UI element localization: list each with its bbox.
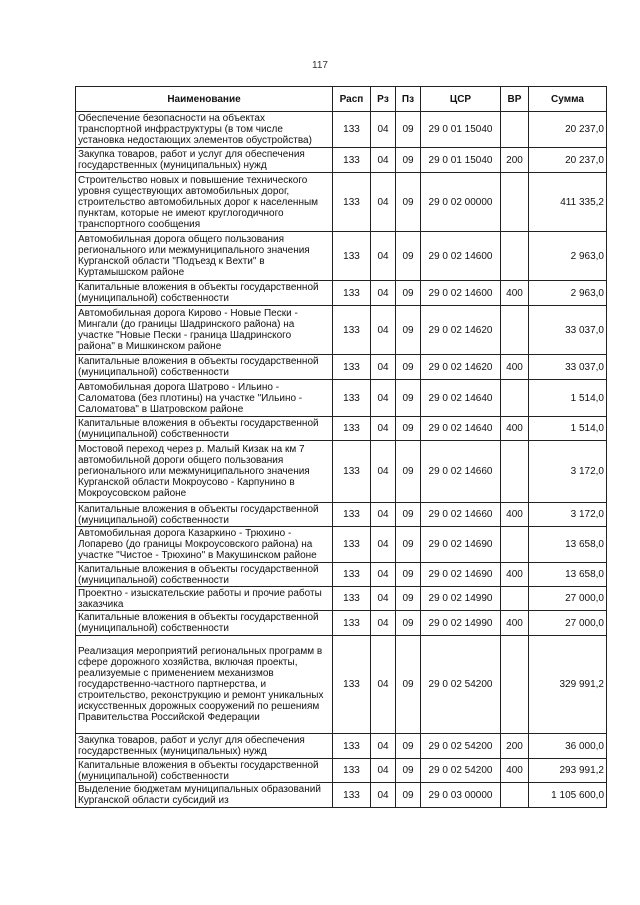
row-vr — [501, 232, 529, 281]
table-row — [76, 355, 607, 380]
row-rasp: 133 — [333, 636, 371, 734]
table-row — [76, 759, 607, 783]
row-vr: 400 — [501, 611, 529, 636]
row-rasp: 133 — [333, 306, 371, 355]
row-csr: 29 0 02 14600 — [421, 232, 501, 281]
row-rz: 04 — [371, 563, 396, 587]
row-name: Капитальные вложения в объекты государственной (муниципальной) собственности — [76, 503, 333, 527]
row-sum: 33 037,0 — [529, 355, 607, 380]
row-vr — [501, 380, 529, 417]
row-pz: 09 — [396, 734, 421, 759]
row-csr: 29 0 01 15040 — [421, 148, 501, 173]
row-sum: 2 963,0 — [529, 232, 607, 281]
row-name: Мостовой переход через р. Малый Кизак на км 7 автомобильной дороги общего пользования регионального или межмуниципального значения Курганской области Мокроусово - Карпунино в Мокроусовском районе — [76, 441, 333, 503]
row-sum: 3 172,0 — [529, 441, 607, 503]
row-rz: 04 — [371, 734, 396, 759]
row-sum: 1 105 600,0 — [529, 783, 607, 808]
row-vr: 200 — [501, 148, 529, 173]
table-row — [76, 734, 607, 759]
row-vr — [501, 527, 529, 563]
row-rz: 04 — [371, 587, 396, 611]
row-csr: 29 0 02 14660 — [421, 503, 501, 527]
table-header-row — [76, 87, 607, 112]
row-sum: 20 237,0 — [529, 112, 607, 148]
row-vr — [501, 306, 529, 355]
row-name: Строительство новых и повышение технического уровня существующих автомобильных дорог, строительство автомобильных дорог к населенным пунктам, которые не имеют круглогодичного транспортного сообщения — [76, 173, 333, 232]
row-rz: 04 — [371, 232, 396, 281]
header-rz: Рз — [371, 87, 396, 112]
table-row — [76, 563, 607, 587]
table-row — [76, 611, 607, 636]
row-rasp: 133 — [333, 759, 371, 783]
row-rasp: 133 — [333, 112, 371, 148]
row-csr: 29 0 02 00000 — [421, 173, 501, 232]
row-name: Реализация мероприятий региональных программ в сфере дорожного хозяйства, включая проекты, реализуемые с применением механизмов государственно-частного партнерства, и строительство, реконструкцию и ремонт уникальных искусственных дорожных сооружений по решениям Правительства Российской Федерации — [76, 636, 333, 734]
table-row — [76, 441, 607, 503]
row-rasp: 133 — [333, 232, 371, 281]
row-rz: 04 — [371, 148, 396, 173]
row-vr — [501, 587, 529, 611]
row-vr: 200 — [501, 734, 529, 759]
page-number: 117 — [312, 60, 328, 71]
row-rasp: 133 — [333, 527, 371, 563]
header-rasp: Расп — [333, 87, 371, 112]
row-pz: 09 — [396, 783, 421, 808]
row-pz: 09 — [396, 503, 421, 527]
row-csr: 29 0 02 14660 — [421, 441, 501, 503]
row-rz: 04 — [371, 112, 396, 148]
row-vr — [501, 173, 529, 232]
header-sum: Сумма — [529, 87, 607, 112]
row-name: Автомобильная дорога Кирово - Новые Пески - Мингали (до границы Шадринского района) на участке "Новые Пески - граница Шадринского района" в Мишкинском районе — [76, 306, 333, 355]
row-pz: 09 — [396, 112, 421, 148]
row-name: Автомобильная дорога Казаркино - Трюхино - Лопарево (до границы Мокроусовского района) на участке "Чистое - Трюхино" в Макушинском районе — [76, 527, 333, 563]
row-rz: 04 — [371, 173, 396, 232]
table-row — [76, 380, 607, 417]
row-rasp: 133 — [333, 563, 371, 587]
header-name: Наименование — [76, 87, 333, 112]
row-vr: 400 — [501, 417, 529, 441]
table-row — [76, 587, 607, 611]
row-pz: 09 — [396, 281, 421, 306]
row-name: Проектно - изыскательские работы и прочие работы заказчика — [76, 587, 333, 611]
row-rasp: 133 — [333, 173, 371, 232]
row-vr — [501, 441, 529, 503]
row-name: Обеспечение безопасности на объектах транспортной инфраструктуры (в том числе установка недостающих элементов обустройства) — [76, 112, 333, 148]
row-vr: 400 — [501, 503, 529, 527]
row-csr: 29 0 02 14640 — [421, 417, 501, 441]
row-pz: 09 — [396, 563, 421, 587]
row-sum: 20 237,0 — [529, 148, 607, 173]
row-csr: 29 0 02 14620 — [421, 355, 501, 380]
row-pz: 09 — [396, 306, 421, 355]
row-sum: 13 658,0 — [529, 527, 607, 563]
table-row — [76, 503, 607, 527]
row-name: Капитальные вложения в объекты государственной (муниципальной) собственности — [76, 417, 333, 441]
table-row — [76, 527, 607, 563]
row-csr: 29 0 01 15040 — [421, 112, 501, 148]
row-vr — [501, 112, 529, 148]
row-vr — [501, 783, 529, 808]
row-rz: 04 — [371, 306, 396, 355]
row-pz: 09 — [396, 587, 421, 611]
row-sum: 27 000,0 — [529, 611, 607, 636]
row-rasp: 133 — [333, 148, 371, 173]
row-csr: 29 0 03 00000 — [421, 783, 501, 808]
row-pz: 09 — [396, 148, 421, 173]
row-pz: 09 — [396, 611, 421, 636]
row-name: Капитальные вложения в объекты государственной (муниципальной) собственности — [76, 281, 333, 306]
table-row — [76, 783, 607, 808]
row-rz: 04 — [371, 759, 396, 783]
row-rasp: 133 — [333, 417, 371, 441]
row-rz: 04 — [371, 355, 396, 380]
row-sum: 1 514,0 — [529, 417, 607, 441]
row-pz: 09 — [396, 173, 421, 232]
row-vr: 400 — [501, 759, 529, 783]
row-rz: 04 — [371, 783, 396, 808]
row-rasp: 133 — [333, 355, 371, 380]
row-pz: 09 — [396, 355, 421, 380]
row-pz: 09 — [396, 380, 421, 417]
row-rz: 04 — [371, 503, 396, 527]
table-row — [76, 636, 607, 734]
table-row — [76, 148, 607, 173]
table-row — [76, 112, 607, 148]
row-sum: 1 514,0 — [529, 380, 607, 417]
row-csr: 29 0 02 14640 — [421, 380, 501, 417]
row-sum: 3 172,0 — [529, 503, 607, 527]
header-pz: Пз — [396, 87, 421, 112]
row-rz: 04 — [371, 611, 396, 636]
row-rasp: 133 — [333, 281, 371, 306]
row-name: Капитальные вложения в объекты государственной (муниципальной) собственности — [76, 355, 333, 380]
row-rasp: 133 — [333, 503, 371, 527]
row-csr: 29 0 02 14990 — [421, 587, 501, 611]
row-rasp: 133 — [333, 380, 371, 417]
row-vr: 400 — [501, 281, 529, 306]
row-name: Автомобильная дорога общего пользования регионального или межмуниципального значения Курганской области "Подъезд к Вехти" в Куртамышском районе — [76, 232, 333, 281]
row-csr: 29 0 02 14600 — [421, 281, 501, 306]
row-name: Капитальные вложения в объекты государственной (муниципальной) собственности — [76, 611, 333, 636]
row-csr: 29 0 02 54200 — [421, 734, 501, 759]
row-rz: 04 — [371, 281, 396, 306]
row-name: Закупка товаров, работ и услуг для обеспечения государственных (муниципальных) нужд — [76, 148, 333, 173]
table-row — [76, 173, 607, 232]
row-pz: 09 — [396, 232, 421, 281]
row-pz: 09 — [396, 636, 421, 734]
row-rz: 04 — [371, 380, 396, 417]
row-sum: 27 000,0 — [529, 587, 607, 611]
row-pz: 09 — [396, 417, 421, 441]
row-sum: 13 658,0 — [529, 563, 607, 587]
row-csr: 29 0 02 14620 — [421, 306, 501, 355]
row-rz: 04 — [371, 417, 396, 441]
row-pz: 09 — [396, 441, 421, 503]
row-rasp: 133 — [333, 587, 371, 611]
row-name: Капитальные вложения в объекты государственной (муниципальной) собственности — [76, 563, 333, 587]
table-row — [76, 417, 607, 441]
row-sum: 293 991,2 — [529, 759, 607, 783]
header-vr: ВР — [501, 87, 529, 112]
row-sum: 329 991,2 — [529, 636, 607, 734]
header-csr: ЦСР — [421, 87, 501, 112]
row-name: Автомобильная дорога Шатрово - Ильино - Саломатова (без плотины) на участке "Ильино - Саломатова" в Шатровском районе — [76, 380, 333, 417]
row-vr: 400 — [501, 563, 529, 587]
row-vr: 400 — [501, 355, 529, 380]
row-rasp: 133 — [333, 611, 371, 636]
row-csr: 29 0 02 14990 — [421, 611, 501, 636]
row-rz: 04 — [371, 441, 396, 503]
table-row — [76, 306, 607, 355]
row-rasp: 133 — [333, 441, 371, 503]
row-vr — [501, 636, 529, 734]
row-name: Закупка товаров, работ и услуг для обеспечения государственных (муниципальных) нужд — [76, 734, 333, 759]
row-pz: 09 — [396, 527, 421, 563]
row-rasp: 133 — [333, 783, 371, 808]
row-name: Капитальные вложения в объекты государственной (муниципальной) собственности — [76, 759, 333, 783]
row-csr: 29 0 02 54200 — [421, 636, 501, 734]
row-sum: 36 000,0 — [529, 734, 607, 759]
row-name: Выделение бюджетам муниципальных образований Курганской области субсидий из — [76, 783, 333, 808]
row-pz: 09 — [396, 759, 421, 783]
row-rz: 04 — [371, 636, 396, 734]
budget-table — [75, 86, 607, 808]
row-rasp: 133 — [333, 734, 371, 759]
row-csr: 29 0 02 54200 — [421, 759, 501, 783]
row-sum: 2 963,0 — [529, 281, 607, 306]
table-row — [76, 232, 607, 281]
table-row — [76, 281, 607, 306]
row-rz: 04 — [371, 527, 396, 563]
row-csr: 29 0 02 14690 — [421, 563, 501, 587]
row-sum: 33 037,0 — [529, 306, 607, 355]
row-sum: 411 335,2 — [529, 173, 607, 232]
row-csr: 29 0 02 14690 — [421, 527, 501, 563]
